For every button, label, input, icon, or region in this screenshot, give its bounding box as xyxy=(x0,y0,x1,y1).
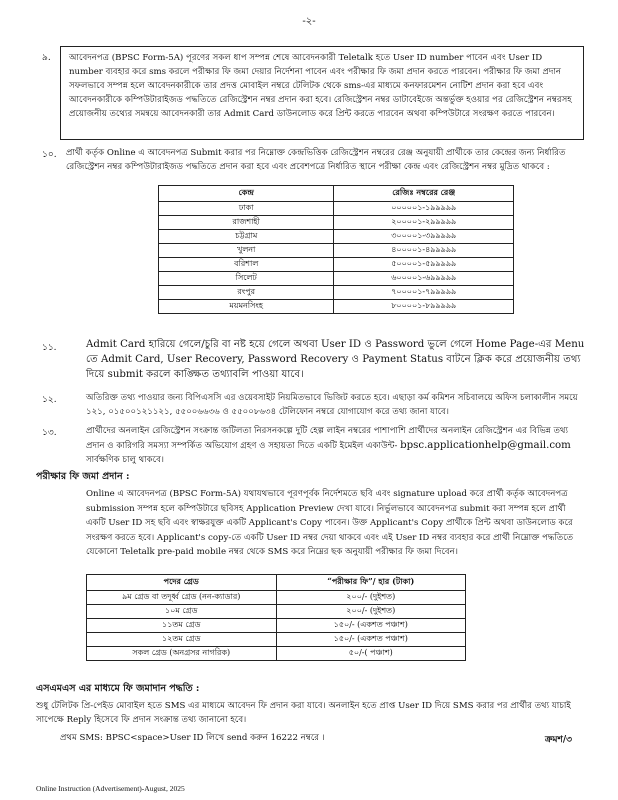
grade-cell: ১১তম গ্রেড xyxy=(87,619,277,633)
item11-text: Admit Card হারিয়ে গেলে/চুরি বা নষ্ট হয়ে গেলে অথবা User ID ও Password ভুলে গেলে Home Page-এর Menu তে Admit Card, User Recovery, Password Recovery ও Payment Status বাটনে ক্লিক করে প্রয়োজনীয় তথ্য দিয়ে submit করলে কাঙ্ক্ষিত তথ্যাবলি পাওয়া যাবে। xyxy=(86,339,585,380)
fee-cell: ১৫০/- (একশত পঞ্চাশ) xyxy=(276,633,466,647)
range-cell: ৭০০০০১-৭৯৯৯৯৯ xyxy=(334,286,514,300)
table-row xyxy=(159,244,514,258)
fee-table xyxy=(86,574,466,661)
item11-number: ১১. xyxy=(42,343,57,353)
item12-number: ১২. xyxy=(42,395,57,405)
sms-heading: এসএমএস এর মাধ্যমে ফি জমাদান পদ্ধতি : xyxy=(36,683,200,694)
table-row xyxy=(159,258,514,272)
sms-first-instruction: প্রথম SMS: BPSC<space>User ID লিখে send করুন 16222 নম্বরে । xyxy=(60,733,325,743)
sms-paragraph: শুধু টেলিটক প্রি-পেইড মোবাইল হতে SMS এর মাধ্যমে আবেদন ফি প্রদান করা যাবে। অনলাইন হতে প্রাপ্ত User ID দিয়ে SMS করার পর প্রার্থীর তথ্য যাচাই সাপেক্ষে Reply হিসেবে ফি প্রদান সংক্রান্ত তথ্য জানানো হবে। xyxy=(36,701,571,725)
table-row xyxy=(87,619,466,633)
range-cell: ৩০০০০১-৩৯৯৯৯৯ xyxy=(334,230,514,244)
header-fee: “পরীক্ষার ফি”/ হার (টাকা) xyxy=(276,575,466,591)
table-row xyxy=(159,216,514,230)
grade-cell: সকল গ্রেড (অনগ্রসর নাগরিক) xyxy=(87,647,277,661)
item9-text: আবেদনপত্র (BPSC Form-5A) পূরণের সকল ধাপ সম্পন্ন শেষে আবেদনকারী Teletalk হতে User ID number পাবেন এবং User ID number ব্যবহার করে sms করলে পরীক্ষার ফি জমা দেয়ার নির্দেশনা পাবেন এবং পরীক্ষার ফি জমা প্রদান করতে পারবেন। পরীক্ষার ফি জমা প্রদান সফলভাবে সম্পন্ন হলে আবেদনকারীকে তার প্রদত্ত মোবাইল নম্বরে টেলিটক থেকে sms-এর মাধ্যমে কনফারমেশন নোটিশ প্রদান করা হবে এবং আবেদনকারীকে কম্পিউটারাইজড পদ্ধতিতে রেজিস্ট্রেশন নম্বর প্রদান করা হবে। রেজিস্ট্রেশন নম্বর ডাটাবেইজে অন্তর্ভুক্ত হওয়ার পর রেজিস্ট্রেশন নম্বরসহ প্রয়োজনীয় তথ্যের সমন্বয়ে আবেদনকারী তার Admit Card ডাউনলোড করে প্রিন্ট করতে পারবেন অথবা কম্পিউটারে সংরক্ষণ করতে পারবেন। xyxy=(69,53,572,119)
fee-cell: ২০০/- (দুইশত) xyxy=(276,605,466,619)
center-cell: ময়মনসিংহ xyxy=(159,300,334,314)
grade-cell: ৯ম গ্রেড বা তদূর্ধ্ব গ্রেড (নন-ক্যাডার) xyxy=(87,591,277,605)
table-row xyxy=(159,286,514,300)
table-row xyxy=(159,272,514,286)
footer: Online Instruction (Advertisement)-August, 2025 xyxy=(36,784,185,793)
item13-email-suffix: সার্বক্ষণিক চালু থাকবে। xyxy=(86,455,164,465)
header-grade: পদের গ্রেড xyxy=(87,575,277,591)
table-row xyxy=(159,202,514,216)
center-cell: রংপুর xyxy=(159,286,334,300)
table-row xyxy=(87,633,466,647)
header-range: রেজিঃ নম্বরের রেঞ্জ xyxy=(334,186,514,202)
center-cell: চট্টগ্রাম xyxy=(159,230,334,244)
item9-number: ৯. xyxy=(42,53,51,63)
center-cell: ঢাকা xyxy=(159,202,334,216)
range-cell: ২০০০০১-২৯৯৯৯৯ xyxy=(334,216,514,230)
item10-number: ১০. xyxy=(42,150,57,160)
range-cell: ০০০০০১-১৯৯৯৯৯ xyxy=(334,202,514,216)
range-cell: ৪০০০০১-৪৯৯৯৯৯ xyxy=(334,244,514,258)
table-header-row xyxy=(87,575,466,591)
range-cell: ৫০০০০১-৫৯৯৯৯৯ xyxy=(334,258,514,272)
fee-cell: ৫০/-( পঞ্চাশ) xyxy=(276,647,466,661)
item10-text: প্রার্থী কর্তৃক Online এ আবেদনপত্র Submit করার পর নিম্নোক্ত কেন্দ্রভিত্তিক রেজিস্ট্রেশন নম্বরের রেঞ্জ অনুযায়ী প্রার্থীকে তার কেন্দ্রের জন্য নির্ধারিত রেজিস্ট্রেশন নম্বর কম্পিউটারাইজড পদ্ধতিতে প্রদান করা হবে এবং প্রবেশপত্রে নির্ধারিত স্থানে পরীক্ষা কেন্দ্র এবং রেজিস্ট্রেশন নম্বর মুদ্রিত থাকবে : xyxy=(66,148,566,172)
header-center: কেন্দ্র xyxy=(159,186,334,202)
range-cell: ৬০০০০১-৬৯৯৯৯৯ xyxy=(334,272,514,286)
table-row xyxy=(159,300,514,314)
item13-text: প্রার্থীদের অনলাইন রেজিস্ট্রেশন সংক্রান্ত জটিলতা নিরসনকল্পে দুটি হেল্প লাইন নম্বরের পাশাপাশি প্রার্থীদের অনলাইন রেজিস্ট্রেশন এর বিভিন্ন তথ্য প্রদান ও কারিগরি সমস্যা সম্পর্কিত অভিযোগ গ্রহণ ও সহায়তা দিতে একটি ইমেইল একাউন্ট- xyxy=(86,426,568,451)
fee-heading: পরীক্ষার ফি জমা প্রদান : xyxy=(36,471,130,482)
fee-cell: ২০০/- (দুইশত) xyxy=(276,591,466,605)
grade-cell: ১২তম গ্রেড xyxy=(87,633,277,647)
helpline-email: bpsc.applicationhelp@gmail.com xyxy=(400,440,571,451)
fee-paragraph: Online এ আবেদনপত্র (BPSC Form-5A) যথাযথভাবে পূরণপূর্বক নির্দেশমতে ছবি এবং signature upload করে প্রার্থী কর্তৃক আবেদনপত্র submission সম্পন্ন হলে কম্পিউটারে ছবিসহ Application Preview দেখা যাবে। নির্ভুলভাবে আবেদনপত্র submit করা সম্পন্ন হলে প্রার্থী একটি User ID সহ ছবি এবং স্বাক্ষরযুক্ত একটি Applicant's Copy পাবেন। উক্ত Applicant's Copy প্রার্থীকে প্রিন্ট অথবা ডাউনলোড করে সংরক্ষণ করতে হবে। Applicant's copy-তে একটি User ID নম্বর দেয়া থাকবে এবং এই User ID নম্বর ব্যবহার করে প্রার্থী নিম্নোক্ত পদ্ধতিতে যেকোনো Teletalk pre-paid mobile নম্বর থেকে SMS করে নিম্নের ছক অনুযায়ী পরীক্ষার ফি জমা দিবেন। xyxy=(86,489,574,557)
fee-cell: ১৫০/- (একশত পঞ্চাশ) xyxy=(276,619,466,633)
table-row xyxy=(159,230,514,244)
center-cell: সিলেট xyxy=(159,272,334,286)
table-row xyxy=(87,605,466,619)
center-cell: রাজশাহী xyxy=(159,216,334,230)
table-header-row xyxy=(159,186,514,202)
center-cell: খুলনা xyxy=(159,244,334,258)
table-row xyxy=(87,591,466,605)
item12-text: অতিরিক্ত তথ্য পাওয়ার জন্য বিপিএসসি এর ওয়েবসাইট নিয়মিতভাবে ভিজিট করতে হবে। এছাড়া কর্ম কমিশন সচিবালয়ে অফিস চলাকালীন সময়ে ১২১, ০১৫০০১২১১২১, ৫৫০০৬৬৩৬ ও ৫৫০০৮৬৩৪ টেলিফোন নম্বরে যোগাযোগ করে তথ্য জানা যাবে। xyxy=(86,393,578,417)
range-cell: ৮০০০০১-৮৯৯৯৯৯ xyxy=(334,300,514,314)
grade-cell: ১০ম গ্রেড xyxy=(87,605,277,619)
table-row xyxy=(87,647,466,661)
item9-box xyxy=(60,46,584,140)
page-number: -২- xyxy=(302,16,316,27)
registration-range-table xyxy=(158,185,514,314)
continued-label: ক্রমশ/৩ xyxy=(545,735,572,745)
item13-block xyxy=(86,424,586,467)
center-cell: বরিশাল xyxy=(159,258,334,272)
item13-number: ১৩. xyxy=(42,428,57,438)
